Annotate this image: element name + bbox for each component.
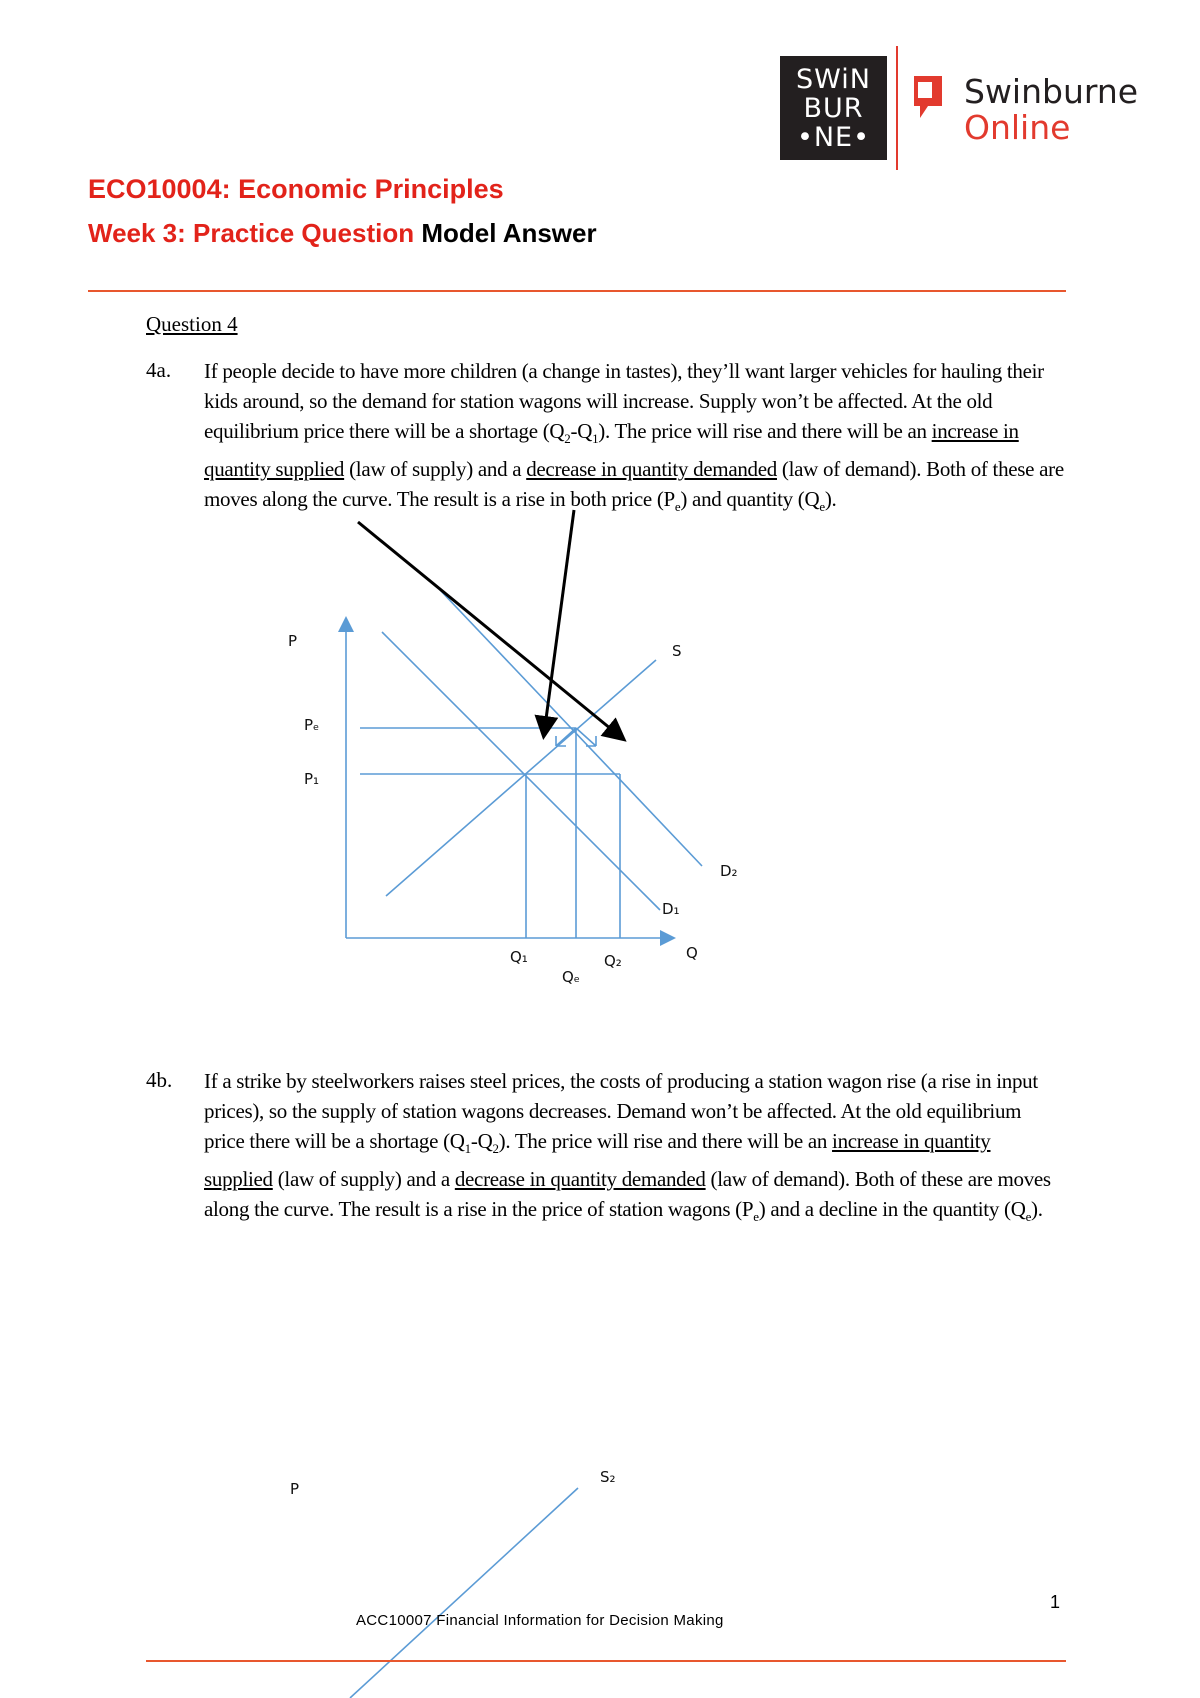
axis-label-q: Q <box>686 944 698 962</box>
subscript: 2 <box>564 431 571 447</box>
demand-curve-d1 <box>382 632 660 910</box>
text-segment: (law of supply) and a <box>344 457 527 482</box>
annotation-arrow-quantity-supplied <box>544 510 574 734</box>
underlined-term: decrease in quantity demanded <box>526 457 777 482</box>
text-segment: Q <box>449 1129 465 1153</box>
week-title-red: Week 3: Practice Question <box>88 218 415 248</box>
text-segment: ) and quantity ( <box>680 487 805 512</box>
label-q1: Q₁ <box>510 948 528 966</box>
label-demand-d2: D₂ <box>720 862 738 880</box>
week-title-black: Model Answer <box>421 218 597 248</box>
text-segment: Q <box>1010 1197 1026 1222</box>
annotation-arrow-quantity-demanded <box>358 522 622 738</box>
subscript: 1 <box>464 1141 471 1157</box>
text-segment: ). The price will rise and there will be an <box>498 1129 833 1153</box>
underlined-term: increase in quantity supplied <box>204 1129 991 1192</box>
logo-line-3: •NE• <box>796 121 871 153</box>
text-segment: If people decide to have more children (a change in tastes), they’ll want larger vehicles for hauling their kids around, so the demand for station wagons will increase. Supply won’t be affected. At the old equilibrium price there will be a shortage ( <box>204 359 1044 443</box>
text-segment: (law of demand). Both of these are moves along the curve. The result is a rise in the price of station wagons ( <box>204 1167 1051 1222</box>
question-4a-label: 4a. <box>146 358 172 382</box>
subscript: e <box>753 1209 759 1225</box>
text-segment: - <box>570 419 578 443</box>
subscript: e <box>674 499 681 515</box>
text-segment: ). The price will rise and there will be an <box>598 419 932 443</box>
course-title: ECO10004: Economic Principles <box>88 174 504 204</box>
text-segment: (law of supply) and a <box>272 1167 455 1192</box>
text-segment: ). <box>1031 1197 1043 1222</box>
text-segment: P <box>663 487 675 512</box>
small-arrow-left <box>556 728 576 746</box>
text-segment: Q <box>477 1129 493 1153</box>
diagram-b-axis-label-p: P <box>290 1480 300 1498</box>
label-pe: Pₑ <box>304 716 320 734</box>
subscript: e <box>819 499 825 515</box>
label-p1: P₁ <box>304 770 320 788</box>
text-segment: ) and a decline in the quantity ( <box>758 1197 1011 1222</box>
text-segment: Q <box>577 419 593 443</box>
page-number: 1 <box>1050 1592 1061 1612</box>
label-q2: Q₂ <box>604 952 622 970</box>
label-qe: Qₑ <box>562 968 581 986</box>
label-demand-d1: D₁ <box>662 900 680 918</box>
supply-curve-s2 <box>350 1488 578 1698</box>
footer-rule <box>146 1660 1066 1662</box>
text-segment: If a strike by steelworkers raises steel prices, the costs of producing a station wagon rise (a rise in input prices), so the supply of station wagons decreases. Demand won’t be affected. At the old equilibrium price there will be a shortage ( <box>204 1069 1038 1153</box>
underlined-term: decrease in quantity demanded <box>454 1167 706 1192</box>
text-segment: - <box>470 1129 478 1153</box>
label-supply-s: S <box>672 642 682 660</box>
text-segment: ). <box>824 487 837 512</box>
text-segment: Q <box>804 487 820 512</box>
underlined-term: increase in quantity supplied <box>204 419 1019 482</box>
text-segment: Q <box>549 419 565 443</box>
logo-line-1: SWiN <box>796 63 871 95</box>
text-segment: (law of demand). Both of these are moves along the curve. The result is a rise in both price ( <box>204 457 1064 512</box>
online-brand: Swinburne <box>964 72 1139 111</box>
footer-text: ACC10007 Financial Information for Decision Making <box>356 1612 724 1629</box>
question-4b-answer <box>204 1066 1064 1232</box>
subscript: 2 <box>492 1141 499 1157</box>
question-heading: Question 4 <box>146 312 238 336</box>
axis-label-p: P <box>288 632 298 650</box>
subscript: 1 <box>592 431 599 447</box>
logo-line-2: BUR <box>803 92 864 124</box>
supply-curve-s <box>386 660 656 896</box>
subscript: e <box>1025 1209 1032 1225</box>
question-4b-label: 4b. <box>146 1068 173 1092</box>
text-segment: P <box>741 1197 754 1222</box>
label-supply-s2: S₂ <box>600 1468 616 1486</box>
online-word: Online <box>964 108 1071 147</box>
